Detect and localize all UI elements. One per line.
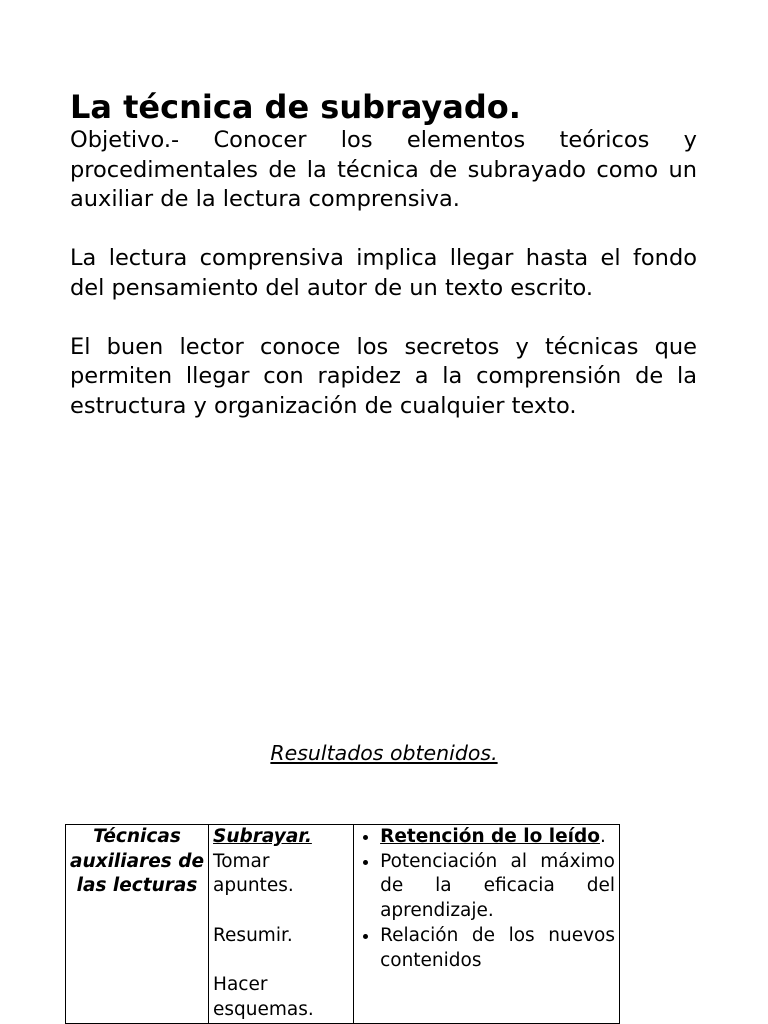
paragraph-comprehension: La lectura comprensiva implica llegar hasta el fondo del pensamiento del autor de un texto escrito. [70,245,697,301]
technique-esquemas: Hacer esquemas. [213,974,314,1020]
table-cell-techniques [209,825,354,1024]
results-list [358,825,615,973]
doc-title: La técnica de subrayado. [70,88,521,126]
list-item: • Relación de los nuevos contenidos [380,924,615,973]
technique-resumir: Resumir. [213,924,293,946]
technique-tomar-apuntes: Tomar apuntes. [213,850,294,897]
results-heading: Resultados obtenidos. [270,741,498,765]
document-body [70,88,697,421]
paragraph-good-reader: El buen lector conoce los secretos y técnicas que permiten llegar con rapidez a la comprensión de la estructura y organización de cualquier texto. [70,333,697,419]
technique-subrayar: Subrayar. [213,826,312,847]
objective-paragraph: Objetivo.- Conocer los elementos teóricos y procedimentales de la técnica de subrayado como un auxiliar de la lectura comprensiva. [70,127,697,212]
list-item: • Retención de lo leído. [380,825,615,850]
list-item: • Potenciación al máximo de la eficacia del aprendizaje. [380,850,615,924]
table-cell-category: Técnicas auxiliares de las lecturas [66,825,209,1024]
table-row [66,825,620,1024]
techniques-table [65,824,620,1024]
table-cell-results [354,825,620,1024]
